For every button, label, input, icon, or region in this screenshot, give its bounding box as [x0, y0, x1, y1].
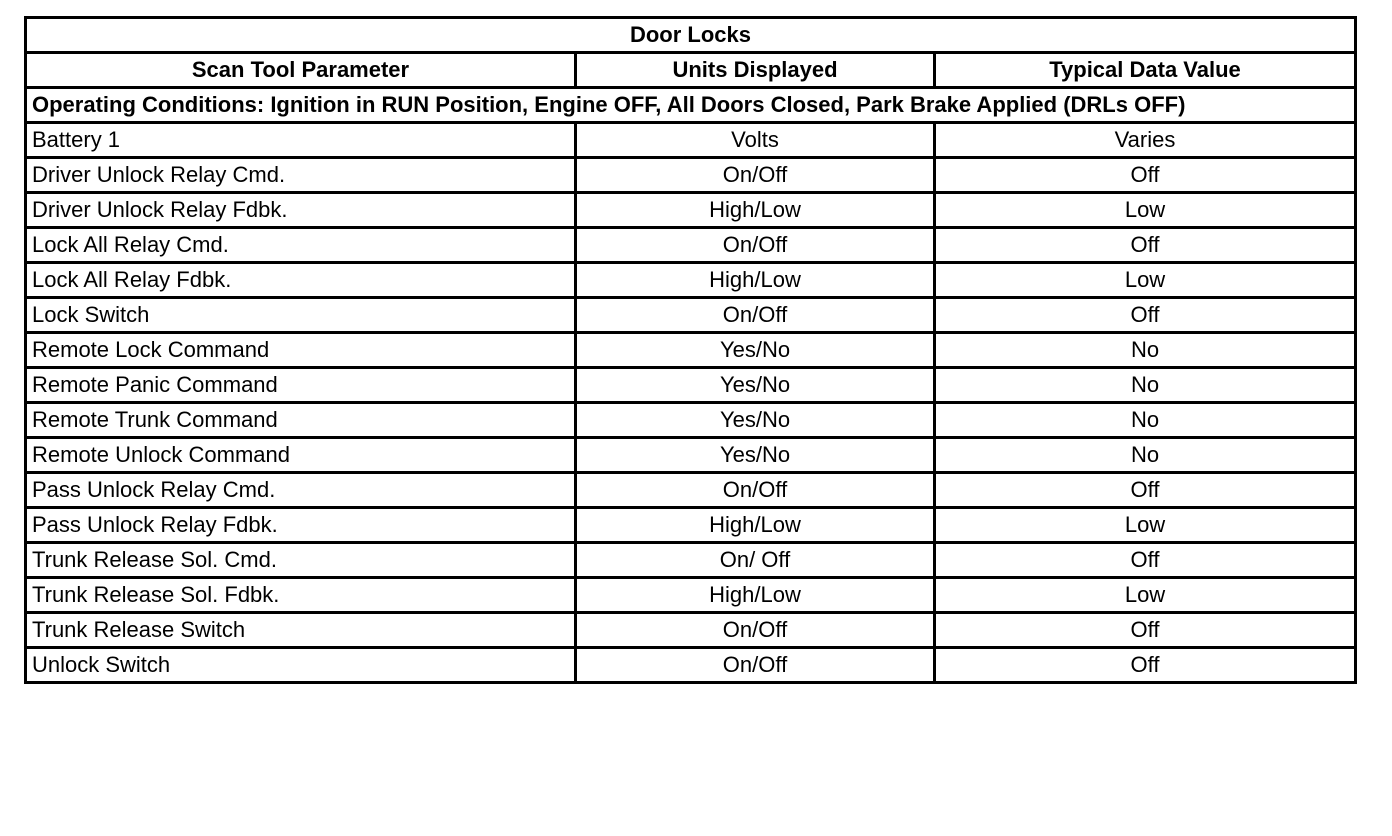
parameter-cell: Remote Trunk Command — [26, 403, 576, 438]
units-cell: On/Off — [576, 648, 935, 683]
parameter-cell: Trunk Release Sol. Fdbk. — [26, 578, 576, 613]
parameter-cell: Remote Lock Command — [26, 333, 576, 368]
typical-value-cell: Off — [935, 158, 1356, 193]
parameter-cell: Trunk Release Sol. Cmd. — [26, 543, 576, 578]
parameter-cell: Lock All Relay Cmd. — [26, 228, 576, 263]
header-units-displayed: Units Displayed — [576, 53, 935, 88]
typical-value-cell: No — [935, 368, 1356, 403]
units-cell: Yes/No — [576, 333, 935, 368]
units-cell: High/Low — [576, 508, 935, 543]
typical-value-cell: Low — [935, 578, 1356, 613]
units-cell: On/Off — [576, 473, 935, 508]
table-title: Door Locks — [26, 18, 1356, 53]
header-scan-tool-parameter: Scan Tool Parameter — [26, 53, 576, 88]
units-cell: On/Off — [576, 228, 935, 263]
typical-value-cell: Low — [935, 193, 1356, 228]
parameter-cell: Driver Unlock Relay Fdbk. — [26, 193, 576, 228]
parameter-cell: Unlock Switch — [26, 648, 576, 683]
parameter-cell: Pass Unlock Relay Cmd. — [26, 473, 576, 508]
table-row — [26, 298, 1356, 333]
typical-value-cell: Off — [935, 228, 1356, 263]
typical-value-cell: Low — [935, 508, 1356, 543]
typical-value-cell: Off — [935, 613, 1356, 648]
table-body — [26, 18, 1356, 683]
title-row — [26, 18, 1356, 53]
typical-value-cell: Low — [935, 263, 1356, 298]
units-cell: Volts — [576, 123, 935, 158]
table-row — [26, 508, 1356, 543]
units-cell: Yes/No — [576, 403, 935, 438]
table-row — [26, 228, 1356, 263]
typical-value-cell: Off — [935, 543, 1356, 578]
table-row — [26, 193, 1356, 228]
typical-value-cell: Off — [935, 648, 1356, 683]
typical-value-cell: No — [935, 333, 1356, 368]
parameter-cell: Trunk Release Switch — [26, 613, 576, 648]
parameter-cell: Pass Unlock Relay Fdbk. — [26, 508, 576, 543]
parameter-cell: Remote Panic Command — [26, 368, 576, 403]
units-cell: High/Low — [576, 193, 935, 228]
typical-value-cell: Off — [935, 298, 1356, 333]
units-cell: On/ Off — [576, 543, 935, 578]
table-row — [26, 333, 1356, 368]
parameter-cell: Lock Switch — [26, 298, 576, 333]
units-cell: On/Off — [576, 158, 935, 193]
table-row — [26, 438, 1356, 473]
table-row — [26, 158, 1356, 193]
units-cell: High/Low — [576, 578, 935, 613]
units-cell: Yes/No — [576, 368, 935, 403]
table-row — [26, 473, 1356, 508]
parameter-cell: Lock All Relay Fdbk. — [26, 263, 576, 298]
operating-conditions: Operating Conditions: Ignition in RUN Position, Engine OFF, All Doors Closed, Park Brake Applied (DRLs OFF) — [26, 88, 1356, 123]
parameter-cell: Driver Unlock Relay Cmd. — [26, 158, 576, 193]
table-row — [26, 613, 1356, 648]
typical-value-cell: No — [935, 403, 1356, 438]
units-cell: Yes/No — [576, 438, 935, 473]
door-locks-table — [24, 16, 1357, 684]
table-row — [26, 368, 1356, 403]
header-typical-data-value: Typical Data Value — [935, 53, 1356, 88]
units-cell: On/Off — [576, 613, 935, 648]
table-row — [26, 263, 1356, 298]
typical-value-cell: Varies — [935, 123, 1356, 158]
table-row — [26, 578, 1356, 613]
table-row — [26, 543, 1356, 578]
parameter-cell: Remote Unlock Command — [26, 438, 576, 473]
table-row — [26, 648, 1356, 683]
typical-value-cell: No — [935, 438, 1356, 473]
units-cell: High/Low — [576, 263, 935, 298]
units-cell: On/Off — [576, 298, 935, 333]
table-row — [26, 123, 1356, 158]
table-row — [26, 403, 1356, 438]
operating-conditions-row — [26, 88, 1356, 123]
parameter-cell: Battery 1 — [26, 123, 576, 158]
typical-value-cell: Off — [935, 473, 1356, 508]
header-row — [26, 53, 1356, 88]
